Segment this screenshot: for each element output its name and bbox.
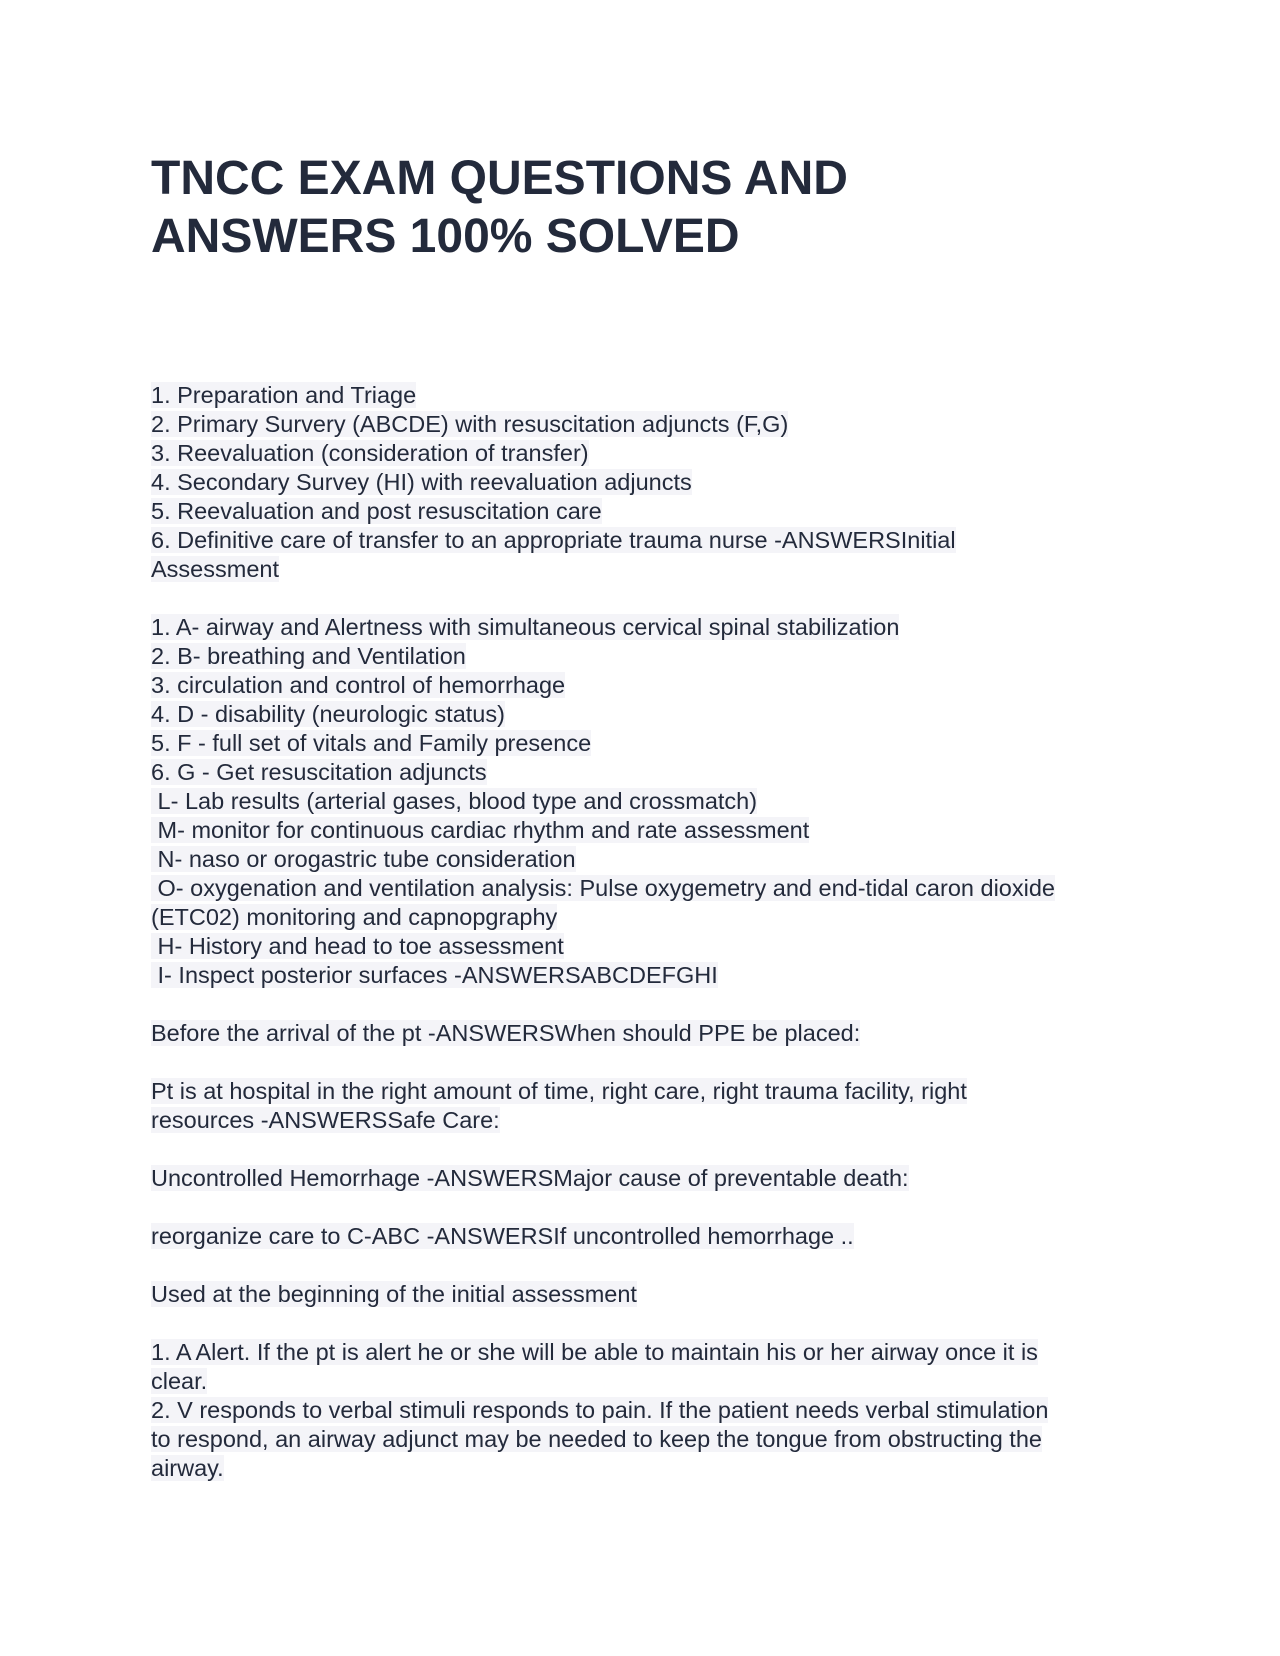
text-line: Uncontrolled Hemorrhage -ANSWERSMajor cause of preventable death: — [151, 1165, 909, 1191]
text-line: Used at the beginning of the initial assessment — [151, 1281, 637, 1307]
text-line: 6. G - Get resuscitation adjuncts — [151, 759, 487, 785]
text-line: reorganize care to C-ABC -ANSWERSIf uncontrolled hemorrhage .. — [151, 1223, 854, 1249]
text-line: M- monitor for continuous cardiac rhythm and rate assessment — [151, 817, 810, 843]
paragraph-block — [151, 1019, 1131, 1048]
text-line: L- Lab results (arterial gases, blood type and crossmatch) — [151, 788, 758, 814]
paragraph-gap — [151, 990, 1131, 1019]
paragraph-block — [151, 1222, 1131, 1251]
text-line: 1. A- airway and Alertness with simultaneous cervical spinal stabilization — [151, 614, 900, 640]
document-title — [151, 150, 1131, 266]
text-line: airway. — [151, 1455, 224, 1481]
paragraph-gap — [151, 1251, 1131, 1280]
text-line: 4. D - disability (neurologic status) — [151, 701, 505, 727]
text-line: 2. B- breathing and Ventilation — [151, 643, 466, 669]
paragraph-gap — [151, 1048, 1131, 1077]
paragraph-block — [151, 1338, 1131, 1483]
paragraph-gap — [151, 584, 1131, 613]
text-line: Assessment — [151, 556, 279, 582]
text-line: 1. A Alert. If the pt is alert he or she will be able to maintain his or her airway once it is — [151, 1339, 1038, 1365]
text-line: O- oxygenation and ventilation analysis: Pulse oxygemetry and end-tidal caron dioxide — [151, 875, 1055, 901]
text-line: H- History and head to toe assessment — [151, 933, 564, 959]
paragraph-block — [151, 1164, 1131, 1193]
text-line: Pt is at hospital in the right amount of time, right care, right trauma facility, right — [151, 1078, 967, 1104]
text-line: N- naso or orogastric tube consideration — [151, 846, 576, 872]
text-line: 5. Reevaluation and post resuscitation care — [151, 498, 602, 524]
text-line: to respond, an airway adjunct may be needed to keep the tongue from obstructing the — [151, 1426, 1042, 1452]
title-line: TNCC EXAM QUESTIONS AND — [151, 152, 848, 205]
text-line: 2. Primary Survery (ABCDE) with resuscitation adjuncts (F,G) — [151, 411, 789, 437]
text-line: 3. circulation and control of hemorrhage — [151, 672, 566, 698]
text-line: Before the arrival of the pt -ANSWERSWhen should PPE be placed: — [151, 1020, 861, 1046]
paragraph-gap — [151, 1309, 1131, 1338]
paragraph-block — [151, 381, 1131, 584]
text-line: 2. V responds to verbal stimuli responds to pain. If the patient needs verbal stimulation — [151, 1397, 1049, 1423]
title-line: ANSWERS 100% SOLVED — [151, 210, 740, 263]
text-line: resources -ANSWERSSafe Care: — [151, 1107, 500, 1133]
text-line: 6. Definitive care of transfer to an appropriate trauma nurse -ANSWERSInitial — [151, 527, 956, 553]
paragraph-gap — [151, 1135, 1131, 1164]
text-line: I- Inspect posterior surfaces -ANSWERSABCDEFGHI — [151, 962, 718, 988]
text-line: 1. Preparation and Triage — [151, 382, 417, 408]
paragraph-gap — [151, 1193, 1131, 1222]
text-line: 4. Secondary Survey (HI) with reevaluation adjuncts — [151, 469, 692, 495]
text-line: 3. Reevaluation (consideration of transfer) — [151, 440, 589, 466]
text-line: (ETC02) monitoring and capnopgraphy — [151, 904, 558, 930]
paragraph-block — [151, 1280, 1131, 1309]
text-line: 5. F - full set of vitals and Family presence — [151, 730, 592, 756]
paragraph-block — [151, 613, 1131, 990]
paragraph-block — [151, 1077, 1131, 1135]
document-body — [151, 381, 1131, 1483]
text-line: clear. — [151, 1368, 208, 1394]
